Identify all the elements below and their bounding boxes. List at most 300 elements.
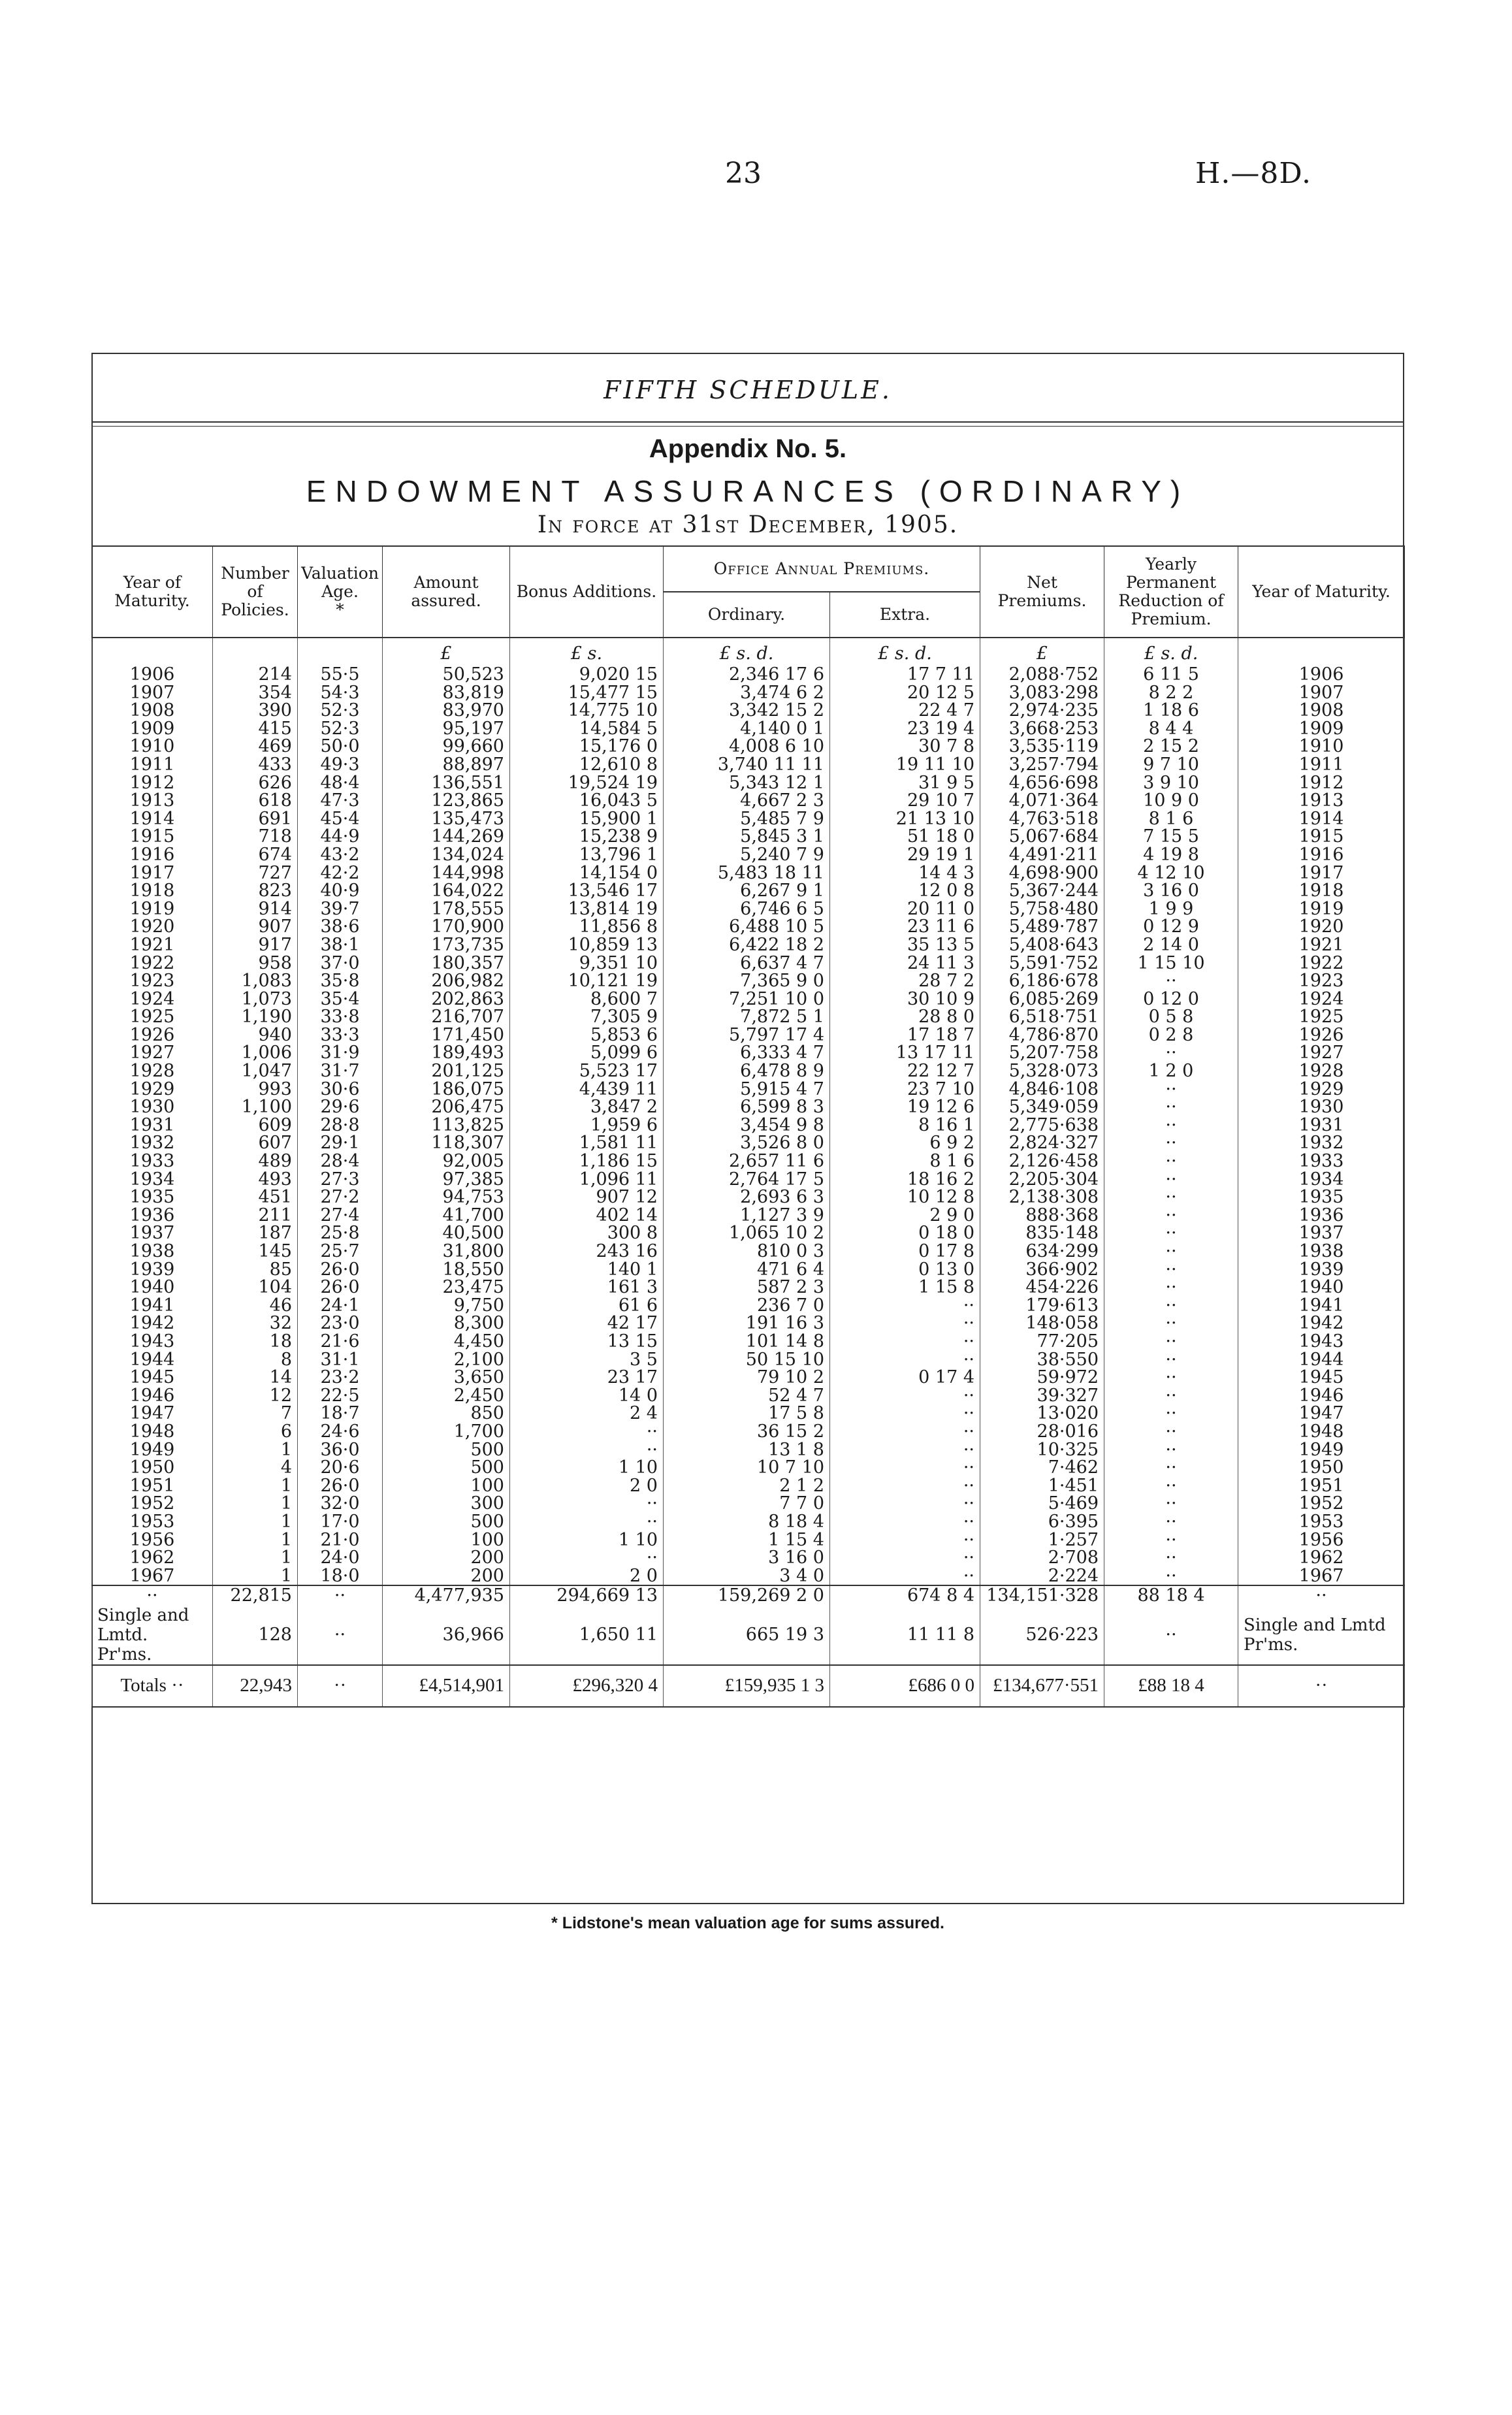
col-year-header: Year of Maturity. — [92, 546, 213, 638]
cell-net: 4,656·698 — [980, 774, 1104, 792]
cell-extra: 23 19 4 — [830, 720, 980, 738]
cell-net: 148·058 — [980, 1314, 1104, 1333]
cell-year: 1924 — [92, 990, 213, 1009]
subtotal-yearly: 88 18 4 — [1104, 1585, 1238, 1606]
cell-valuation: 26·0 — [298, 1261, 383, 1279]
cell-bonus: 2 4 — [510, 1404, 664, 1423]
cell-net: 39·327 — [980, 1387, 1104, 1405]
cell-ordinary: 6,333 4 7 — [664, 1044, 830, 1062]
cell-yearly: 0 5 8 — [1104, 1008, 1238, 1026]
page-number: 23 — [725, 157, 762, 190]
cell-bonus: ·· — [510, 1495, 664, 1513]
cell-extra: 0 17 4 — [830, 1369, 980, 1387]
cell-ordinary: 5,343 12 1 — [664, 774, 830, 792]
cell-amount: 180,357 — [383, 954, 510, 973]
totals-row — [92, 1665, 1405, 1707]
cell-yearly: ·· — [1104, 1351, 1238, 1369]
cell-yearly: ·· — [1104, 1116, 1238, 1135]
cell-number: 1,047 — [213, 1062, 298, 1080]
cell-amount: 170,900 — [383, 918, 510, 936]
cell-year2: 1923 — [1238, 972, 1405, 990]
cell-ordinary: 7 7 0 — [664, 1495, 830, 1513]
cell-year2: 1939 — [1238, 1261, 1405, 1279]
cell-ordinary: 17 5 8 — [664, 1404, 830, 1423]
cell-extra: ·· — [830, 1297, 980, 1315]
cell-ordinary: 6,637 4 7 — [664, 954, 830, 973]
cell-amount: 3,650 — [383, 1369, 510, 1387]
cell-ordinary: 52 4 7 — [664, 1387, 830, 1405]
cell-yearly: ·· — [1104, 1513, 1238, 1531]
cell-number: 1 — [213, 1531, 298, 1549]
cell-extra: 23 11 6 — [830, 918, 980, 936]
table-row — [92, 828, 1405, 846]
cell-extra: 28 8 0 — [830, 1008, 980, 1026]
table-row — [92, 936, 1405, 954]
cell-extra: ·· — [830, 1531, 980, 1549]
cell-year2: 1922 — [1238, 954, 1405, 973]
cell-extra: ·· — [830, 1404, 980, 1423]
cell-bonus: ·· — [510, 1513, 664, 1531]
cell-amount: 500 — [383, 1459, 510, 1477]
cell-bonus: 5,853 6 — [510, 1026, 664, 1045]
totals-bonus: £296,320 4 — [510, 1665, 664, 1707]
cell-extra: 8 16 1 — [830, 1116, 980, 1135]
cell-year2: 1912 — [1238, 774, 1405, 792]
cell-ordinary: 1 15 4 — [664, 1531, 830, 1549]
cell-net: 2·224 — [980, 1567, 1104, 1586]
cell-year2: 1927 — [1238, 1044, 1405, 1062]
cell-yearly: ·· — [1104, 1297, 1238, 1315]
cell-year2: 1945 — [1238, 1369, 1405, 1387]
cell-year: 1940 — [92, 1278, 213, 1297]
cell-net: 3,668·253 — [980, 720, 1104, 738]
cell-extra: 28 7 2 — [830, 972, 980, 990]
cell-net: 10·325 — [980, 1441, 1104, 1459]
cell-year: 1952 — [92, 1495, 213, 1513]
cell-number: 1 — [213, 1567, 298, 1586]
cell-year2: 1956 — [1238, 1531, 1405, 1549]
cell-valuation: 45·4 — [298, 810, 383, 828]
cell-valuation: 42·2 — [298, 864, 383, 883]
cell-number: 104 — [213, 1278, 298, 1297]
cell-net: 6,518·751 — [980, 1008, 1104, 1026]
totals-extra: £686 0 0 — [830, 1665, 980, 1707]
cell-amount: 31,800 — [383, 1242, 510, 1261]
cell-ordinary: 6,488 10 5 — [664, 918, 830, 936]
cell-bonus: 907 12 — [510, 1188, 664, 1207]
table-row — [92, 1026, 1405, 1045]
cell-number: 6 — [213, 1423, 298, 1441]
cell-extra: 18 16 2 — [830, 1171, 980, 1189]
cell-year2: 1934 — [1238, 1171, 1405, 1189]
cell-bonus: 1,581 11 — [510, 1134, 664, 1152]
table-row — [92, 1152, 1405, 1171]
cell-net: 6,085·269 — [980, 990, 1104, 1009]
cell-yearly: 1 2 0 — [1104, 1062, 1238, 1080]
cell-year: 1950 — [92, 1459, 213, 1477]
cell-net: 13·020 — [980, 1404, 1104, 1423]
cell-extra: 20 11 0 — [830, 900, 980, 918]
cell-amount: 186,075 — [383, 1080, 510, 1099]
cell-extra: 23 7 10 — [830, 1080, 980, 1099]
cell-ordinary: 2,764 17 5 — [664, 1171, 830, 1189]
cell-valuation: 47·3 — [298, 792, 383, 810]
cell-year: 1921 — [92, 936, 213, 954]
cell-bonus: 14 0 — [510, 1387, 664, 1405]
cell-ordinary: 2 1 2 — [664, 1477, 830, 1495]
cell-bonus: 15,900 1 — [510, 810, 664, 828]
cell-yearly: ·· — [1104, 1567, 1238, 1586]
col-extra-header: Extra. — [830, 592, 980, 638]
cell-year: 1919 — [92, 900, 213, 918]
cell-year2: 1906 — [1238, 666, 1405, 684]
cell-bonus: 15,176 0 — [510, 737, 664, 756]
table-body — [92, 638, 1405, 1585]
cell-extra: ·· — [830, 1423, 980, 1441]
cell-yearly: ·· — [1104, 1531, 1238, 1549]
cell-extra: 29 10 7 — [830, 792, 980, 810]
subtotal-bonus: 294,669 13 — [510, 1585, 664, 1606]
cell-bonus: 14,775 10 — [510, 702, 664, 720]
totals-year2: ·· — [1238, 1665, 1405, 1707]
cell-yearly: ·· — [1104, 1495, 1238, 1513]
cell-extra: 10 12 8 — [830, 1188, 980, 1207]
cell-bonus: 16,043 5 — [510, 792, 664, 810]
cell-year2: 1908 — [1238, 702, 1405, 720]
cell-bonus: 15,477 15 — [510, 684, 664, 702]
cell-ordinary: 3 4 0 — [664, 1567, 830, 1586]
table-row — [92, 1423, 1405, 1441]
subtotal-year: ·· — [92, 1585, 213, 1606]
subtotal-valuation: ·· — [298, 1585, 383, 1606]
cell-number: 8 — [213, 1351, 298, 1369]
cell-net: 2,138·308 — [980, 1188, 1104, 1207]
units-ordinary: £ s. d. — [664, 638, 830, 666]
cell-year: 1930 — [92, 1098, 213, 1116]
cell-extra: 20 12 5 — [830, 684, 980, 702]
table-row — [92, 1008, 1405, 1026]
cell-ordinary: 5,915 4 7 — [664, 1080, 830, 1099]
cell-net: 179·613 — [980, 1297, 1104, 1315]
cell-number: 1,073 — [213, 990, 298, 1009]
cell-amount: 123,865 — [383, 792, 510, 810]
cell-number: 1 — [213, 1441, 298, 1459]
table-row — [92, 918, 1405, 936]
cell-year: 1945 — [92, 1369, 213, 1387]
cell-valuation: 17·0 — [298, 1513, 383, 1531]
cell-yearly: 7 15 5 — [1104, 828, 1238, 846]
cell-year2: 1940 — [1238, 1278, 1405, 1297]
cell-valuation: 32·0 — [298, 1495, 383, 1513]
cell-number: 917 — [213, 936, 298, 954]
cell-year2: 1929 — [1238, 1080, 1405, 1099]
col-valuation-header — [298, 546, 383, 638]
cell-valuation: 35·8 — [298, 972, 383, 990]
cell-number: 433 — [213, 756, 298, 774]
cell-year2: 1962 — [1238, 1549, 1405, 1567]
cell-number: 14 — [213, 1369, 298, 1387]
cell-ordinary: 13 1 8 — [664, 1441, 830, 1459]
cell-bonus: 402 14 — [510, 1207, 664, 1225]
cell-net: 5,328·073 — [980, 1062, 1104, 1080]
cell-number: 823 — [213, 882, 298, 900]
cell-year2: 1913 — [1238, 792, 1405, 810]
cell-valuation: 18·0 — [298, 1567, 383, 1586]
cell-net: 2,775·638 — [980, 1116, 1104, 1135]
cell-amount: 94,753 — [383, 1188, 510, 1207]
cell-net: 6,186·678 — [980, 972, 1104, 990]
cell-ordinary: 6,478 8 9 — [664, 1062, 830, 1080]
cell-year2: 1914 — [1238, 810, 1405, 828]
cell-year: 1914 — [92, 810, 213, 828]
cell-amount: 144,269 — [383, 828, 510, 846]
cell-yearly: 2 14 0 — [1104, 936, 1238, 954]
cell-year2: 1916 — [1238, 846, 1405, 864]
cell-valuation: 18·7 — [298, 1404, 383, 1423]
cell-extra: ·· — [830, 1459, 980, 1477]
cell-bonus: 10,121 19 — [510, 972, 664, 990]
cell-extra: ·· — [830, 1549, 980, 1567]
single-bonus: 1,650 11 — [510, 1606, 664, 1665]
cell-amount: 216,707 — [383, 1008, 510, 1026]
cell-yearly: 10 9 0 — [1104, 792, 1238, 810]
cell-net: 4,786·870 — [980, 1026, 1104, 1045]
cell-year: 1917 — [92, 864, 213, 883]
col-bonus-header: Bonus Additions. — [510, 546, 664, 638]
cell-amount: 95,197 — [383, 720, 510, 738]
cell-ordinary: 1,127 3 9 — [664, 1207, 830, 1225]
cell-yearly: ·· — [1104, 1278, 1238, 1297]
cell-yearly: ·· — [1104, 1134, 1238, 1152]
cell-extra: 14 4 3 — [830, 864, 980, 883]
cell-bonus: 9,351 10 — [510, 954, 664, 973]
cell-year: 1929 — [92, 1080, 213, 1099]
cell-amount: 200 — [383, 1567, 510, 1586]
cell-yearly: 2 15 2 — [1104, 737, 1238, 756]
cell-valuation: 30·6 — [298, 1080, 383, 1099]
single-label-right: Single and Lmtd Pr'ms. — [1238, 1606, 1405, 1665]
cell-year: 1932 — [92, 1134, 213, 1152]
cell-amount: 1,700 — [383, 1423, 510, 1441]
cell-amount: 118,307 — [383, 1134, 510, 1152]
cell-year2: 1946 — [1238, 1387, 1405, 1405]
table-row — [92, 882, 1405, 900]
cell-extra: ·· — [830, 1441, 980, 1459]
cell-valuation: 21·6 — [298, 1333, 383, 1351]
cell-bonus: 13,546 17 — [510, 882, 664, 900]
cell-number: 674 — [213, 846, 298, 864]
cell-ordinary: 587 2 3 — [664, 1278, 830, 1297]
cell-extra: 2 9 0 — [830, 1207, 980, 1225]
cell-amount: 300 — [383, 1495, 510, 1513]
footnote: * Lidstone's mean valuation age for sums assured. — [551, 1914, 944, 1932]
cell-bonus: 13 15 — [510, 1333, 664, 1351]
cell-year: 1928 — [92, 1062, 213, 1080]
cell-year: 1946 — [92, 1387, 213, 1405]
col-net-header: Net Premiums. — [980, 546, 1104, 638]
cell-number: 993 — [213, 1080, 298, 1099]
cell-amount: 9,750 — [383, 1297, 510, 1315]
cell-number: 32 — [213, 1314, 298, 1333]
cell-valuation: 24·1 — [298, 1297, 383, 1315]
col-amount-header: Amount assured. — [383, 546, 510, 638]
cell-bonus: 13,796 1 — [510, 846, 664, 864]
cell-year: 1937 — [92, 1224, 213, 1242]
cell-year2: 1947 — [1238, 1404, 1405, 1423]
cell-yearly: 0 12 0 — [1104, 990, 1238, 1009]
cell-valuation: 25·8 — [298, 1224, 383, 1242]
cell-ordinary: 7,251 10 0 — [664, 990, 830, 1009]
cell-bonus: 23 17 — [510, 1369, 664, 1387]
cell-year2: 1937 — [1238, 1224, 1405, 1242]
cell-yearly: ·· — [1104, 1171, 1238, 1189]
cell-year2: 1907 — [1238, 684, 1405, 702]
cell-net: 4,071·364 — [980, 792, 1104, 810]
cell-yearly: ·· — [1104, 1044, 1238, 1062]
cell-ordinary: 6,267 9 1 — [664, 882, 830, 900]
cell-valuation: 31·9 — [298, 1044, 383, 1062]
table-row — [92, 737, 1405, 756]
cell-year2: 1910 — [1238, 737, 1405, 756]
cell-valuation: 52·3 — [298, 720, 383, 738]
cell-bonus: 1,959 6 — [510, 1116, 664, 1135]
cell-number: 12 — [213, 1387, 298, 1405]
cell-net: 3,535·119 — [980, 737, 1104, 756]
cell-ordinary: 101 14 8 — [664, 1333, 830, 1351]
table-row — [92, 1098, 1405, 1116]
totals-label: Totals ·· — [92, 1665, 213, 1707]
cell-yearly: ·· — [1104, 1080, 1238, 1099]
cell-extra: 30 7 8 — [830, 737, 980, 756]
cell-valuation: 55·5 — [298, 666, 383, 684]
table-subheading: In force at 31st December, 1905. — [537, 511, 959, 538]
cell-yearly: 8 2 2 — [1104, 684, 1238, 702]
cell-valuation: 29·1 — [298, 1134, 383, 1152]
table-row — [92, 1116, 1405, 1135]
cell-ordinary: 2,346 17 6 — [664, 666, 830, 684]
cell-yearly: 0 12 9 — [1104, 918, 1238, 936]
cell-number: 718 — [213, 828, 298, 846]
cell-year: 1913 — [92, 792, 213, 810]
cell-ordinary: 6,599 8 3 — [664, 1098, 830, 1116]
units-row — [92, 638, 1405, 666]
single-extra: 11 11 8 — [830, 1606, 980, 1665]
cell-yearly: 4 12 10 — [1104, 864, 1238, 883]
cell-yearly: ·· — [1104, 972, 1238, 990]
cell-valuation: 22·5 — [298, 1387, 383, 1405]
cell-ordinary: 10 7 10 — [664, 1459, 830, 1477]
table-row — [92, 864, 1405, 883]
cell-year: 1938 — [92, 1242, 213, 1261]
cell-extra: 8 1 6 — [830, 1152, 980, 1171]
cell-yearly: ·· — [1104, 1261, 1238, 1279]
cell-valuation: 39·7 — [298, 900, 383, 918]
totals-valuation: ·· — [298, 1665, 383, 1707]
cell-year: 1939 — [92, 1261, 213, 1279]
table-row — [92, 846, 1405, 864]
cell-ordinary: 1,065 10 2 — [664, 1224, 830, 1242]
cell-bonus: 2 0 — [510, 1567, 664, 1586]
table-row — [92, 774, 1405, 792]
cell-year: 1908 — [92, 702, 213, 720]
cell-number: 18 — [213, 1333, 298, 1351]
cell-ordinary: 2,657 11 6 — [664, 1152, 830, 1171]
cell-number: 1 — [213, 1513, 298, 1531]
cell-year2: 1915 — [1238, 828, 1405, 846]
table-row — [92, 1369, 1405, 1387]
cell-net: 7·462 — [980, 1459, 1104, 1477]
table-row — [92, 1459, 1405, 1477]
cell-ordinary: 2,693 6 3 — [664, 1188, 830, 1207]
table-row — [92, 1171, 1405, 1189]
cell-extra: 51 18 0 — [830, 828, 980, 846]
cell-valuation: 23·2 — [298, 1369, 383, 1387]
cell-number: 907 — [213, 918, 298, 936]
cell-amount: 189,493 — [383, 1044, 510, 1062]
cell-yearly: 6 11 5 — [1104, 666, 1238, 684]
units-net: £ — [980, 638, 1104, 666]
cell-number: 187 — [213, 1224, 298, 1242]
cell-bonus: 5,099 6 — [510, 1044, 664, 1062]
totals-yearly: £88 18 4 — [1104, 1665, 1238, 1707]
cell-net: 59·972 — [980, 1369, 1104, 1387]
cell-year: 1967 — [92, 1567, 213, 1586]
cell-number: 1 — [213, 1495, 298, 1513]
cell-extra: 30 10 9 — [830, 990, 980, 1009]
cell-number: 489 — [213, 1152, 298, 1171]
cell-amount: 99,660 — [383, 737, 510, 756]
cell-net: 38·550 — [980, 1351, 1104, 1369]
cell-year2: 1920 — [1238, 918, 1405, 936]
cell-amount: 92,005 — [383, 1152, 510, 1171]
cell-valuation: 23·0 — [298, 1314, 383, 1333]
cell-amount: 83,819 — [383, 684, 510, 702]
schedule-title: FIFTH SCHEDULE. — [603, 376, 892, 404]
cell-ordinary: 8 18 4 — [664, 1513, 830, 1531]
cell-bonus: 5,523 17 — [510, 1062, 664, 1080]
cell-bonus: 1 10 — [510, 1459, 664, 1477]
cell-number: 958 — [213, 954, 298, 973]
cell-year: 1956 — [92, 1531, 213, 1549]
cell-net: 366·902 — [980, 1261, 1104, 1279]
table-row — [92, 1278, 1405, 1297]
units-cell — [1238, 638, 1405, 666]
cell-number: 914 — [213, 900, 298, 918]
cell-number: 609 — [213, 1116, 298, 1135]
cell-bonus: 4,439 11 — [510, 1080, 664, 1099]
cell-number: 1,190 — [213, 1008, 298, 1026]
cell-amount: 200 — [383, 1549, 510, 1567]
cell-year: 1949 — [92, 1441, 213, 1459]
cell-bonus: 13,814 19 — [510, 900, 664, 918]
units-cell — [213, 638, 298, 666]
cell-year2: 1967 — [1238, 1567, 1405, 1586]
title-rule-inner — [91, 426, 1404, 427]
cell-amount: 18,550 — [383, 1261, 510, 1279]
cell-year: 1962 — [92, 1549, 213, 1567]
cell-number: 211 — [213, 1207, 298, 1225]
cell-valuation: 49·3 — [298, 756, 383, 774]
col-ordinary-header: Ordinary. — [664, 592, 830, 638]
table-row — [92, 810, 1405, 828]
cell-number: 390 — [213, 702, 298, 720]
cell-year2: 1936 — [1238, 1207, 1405, 1225]
cell-net: 5,758·480 — [980, 900, 1104, 918]
cell-number: 940 — [213, 1026, 298, 1045]
cell-extra: 0 13 0 — [830, 1261, 980, 1279]
cell-year2: 1935 — [1238, 1188, 1405, 1207]
cell-number: 7 — [213, 1404, 298, 1423]
